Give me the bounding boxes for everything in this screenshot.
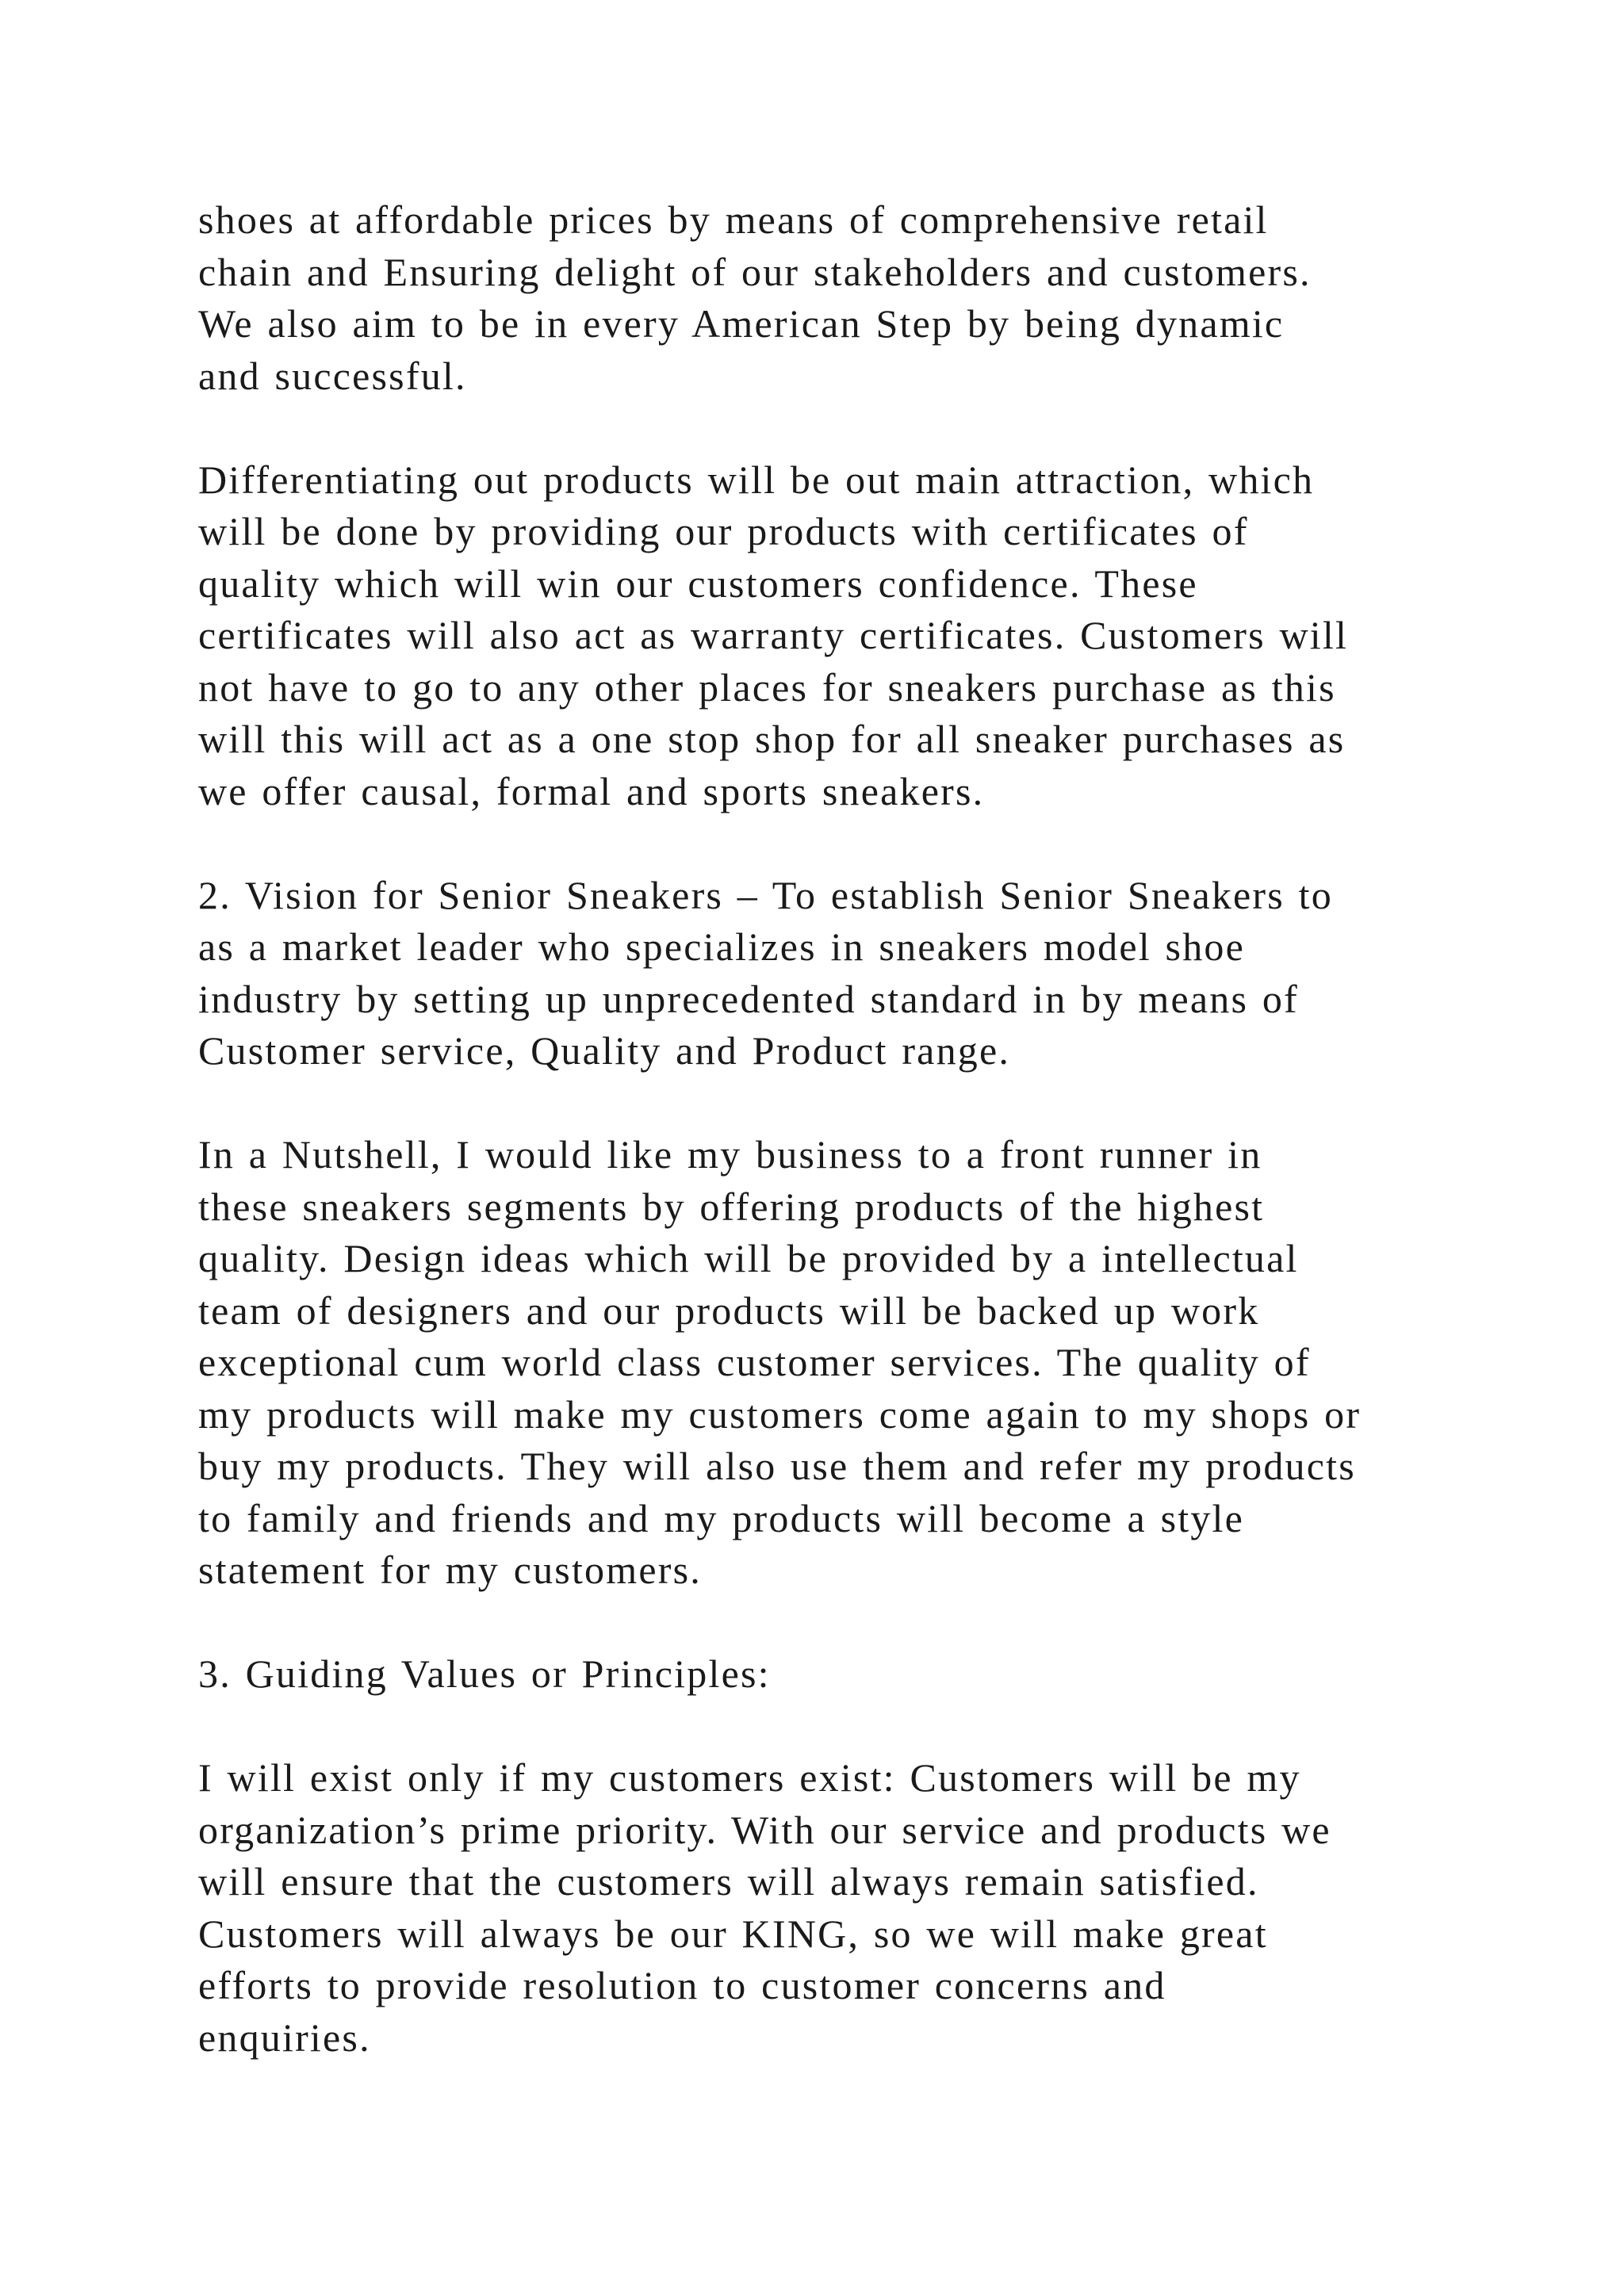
paragraph-nutshell bbox=[198, 1129, 1467, 1597]
text-line: my products will make my customers come again to my shops or bbox=[198, 1391, 1362, 1437]
text-line: exceptional cum world class customer services. The quality of bbox=[198, 1340, 1311, 1384]
text-line: not have to go to any other places for sneakers purchase as this bbox=[198, 664, 1336, 710]
text-line: Differentiating out products will be out main attraction, which bbox=[198, 457, 1315, 502]
section-heading-guiding-values bbox=[198, 1648, 1467, 1701]
text-line: will be done by providing our products with certificates of bbox=[198, 509, 1249, 553]
text-line: 2. Vision for Senior Sneakers – To establish Senior Sneakers to bbox=[198, 872, 1333, 917]
text-line: quality. Design ideas which will be provided by a intellectual bbox=[198, 1236, 1299, 1280]
text-line: quality which will win our customers confidence. These bbox=[198, 561, 1198, 606]
text-line: will ensure that the customers will always remain satisfied. bbox=[198, 1859, 1259, 1904]
paragraph-customers bbox=[198, 1752, 1467, 2064]
text-line: chain and Ensuring delight of our stakeholders and customers. bbox=[198, 249, 1312, 294]
text-line: industry by setting up unprecedented standard in by means of bbox=[198, 976, 1299, 1021]
paragraph-mission bbox=[198, 194, 1467, 402]
text-line: Customer service, Quality and Product range. bbox=[198, 1028, 1011, 1073]
text-line: as a market leader who specializes in sneakers model shoe bbox=[198, 924, 1246, 969]
text-line: We also aim to be in every American Step by being dynamic bbox=[198, 301, 1285, 346]
text-line: and successful. bbox=[198, 353, 467, 398]
text-line: we offer causal, formal and sports sneakers. bbox=[198, 768, 985, 813]
text-line: statement for my customers. bbox=[198, 1548, 702, 1592]
text-line: team of designers and our products will be backed up work bbox=[198, 1288, 1260, 1333]
document-body bbox=[198, 194, 1467, 2064]
text-line: to family and friends and my products will become a style bbox=[198, 1495, 1244, 1540]
text-line: I will exist only if my customers exist: Customers will be my bbox=[198, 1755, 1301, 1800]
text-line: organization’s prime priority. With our service and products we bbox=[198, 1807, 1331, 1852]
text-line: these sneakers segments by offering products of the highest bbox=[198, 1184, 1265, 1229]
paragraph-differentiation bbox=[198, 454, 1467, 818]
text-line: shoes at affordable prices by means of comprehensive retail bbox=[198, 197, 1269, 242]
text-line: will this will act as a one stop shop for all sneaker purchases as bbox=[198, 717, 1346, 761]
text-line: 3. Guiding Values or Principles: bbox=[198, 1651, 771, 1696]
text-line: enquiries. bbox=[198, 2015, 371, 2060]
text-line: Customers will always be our KING, so we will make great bbox=[198, 1911, 1268, 1956]
text-line: In a Nutshell, I would like my business to a front runner in bbox=[198, 1132, 1262, 1177]
text-line: certificates will also act as warranty certificates. Customers will bbox=[198, 613, 1349, 657]
text-line: efforts to provide resolution to customer concerns and bbox=[198, 1963, 1166, 2007]
paragraph-vision bbox=[198, 870, 1467, 1077]
text-line: buy my products. They will also use them and refer my products bbox=[198, 1444, 1356, 1488]
